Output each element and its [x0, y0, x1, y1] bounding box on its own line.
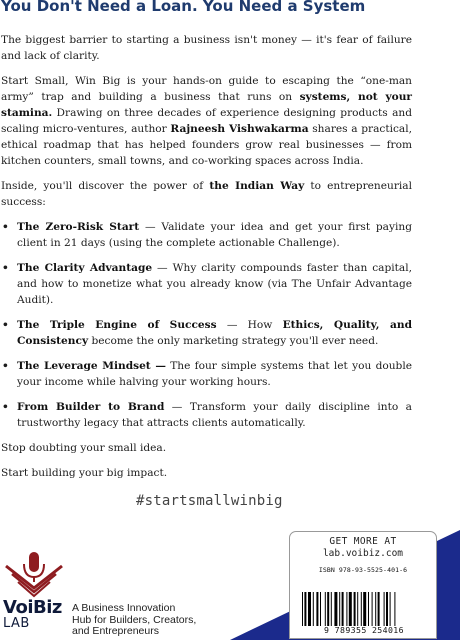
barcode-stripe: [304, 592, 306, 626]
emphasis-indian-way: the Indian Way: [209, 180, 305, 192]
barcode-stripe: [361, 592, 362, 626]
bullet-icon: •: [2, 401, 9, 413]
closing-line-2: Start building your big impact.: [1, 467, 168, 479]
bullet-icon: •: [2, 319, 9, 331]
list-item: • From Builder to Brand — Transform your daily discipline into a trustworthy legacy that attracts clients automatically.: [2, 401, 412, 429]
barcode-stripe: [334, 592, 337, 626]
description-paragraph: Start Small, Win Big is your hands-on guide to escaping the “one-man army” trap and building a business that runs on systems, not your stamina. Drawing on three decades of experience designing products and scaling micro-ventures, author Rajneesh Vishwakarma shares a practical, ethical roadmap that has helped founders grow real businesses — from kitchen counters, small towns, and co-working spaces across India.: [1, 75, 412, 167]
barcode-stripe: [302, 592, 303, 626]
barcode-stripe: [378, 592, 380, 626]
brand-tagline: A Business Innovation Hub for Builders, Creators, and Entrepreneurs: [72, 602, 197, 637]
emphasis-systems: systems, not your stamina.: [1, 91, 412, 119]
inside-paragraph: Inside, you'll discover the power of the Indian Way to entrepreneurial success:: [1, 180, 412, 208]
bullet-icon: •: [2, 360, 9, 372]
barcode-stripe: [390, 592, 391, 626]
bullet-icon: •: [2, 221, 9, 233]
closing-line-1: Stop doubting your small idea.: [1, 442, 167, 454]
barcode-stripe: [346, 592, 347, 626]
barcode-stripe: [325, 592, 326, 626]
website-url: lab.voibiz.com: [322, 548, 404, 559]
barcode-stripe: [308, 592, 311, 626]
barcode-stripe: [349, 592, 352, 626]
barcode-stripe: [357, 592, 358, 626]
barcode-stripe: [363, 592, 366, 626]
author-name: Rajneesh Vishwakarma: [170, 123, 309, 135]
barcode-stripe: [320, 592, 321, 626]
barcode-panel: [289, 531, 437, 639]
barcode-stripe: [386, 592, 388, 626]
barcode-stripe: [375, 592, 376, 626]
list-item: • The Clarity Advantage — Why clarity compounds faster than capital, and how to monetize what you already know (via The Unfair Advantage Audit).: [2, 262, 412, 306]
barcode-stripe: [394, 592, 395, 626]
microphone-icon: [2, 548, 66, 600]
brand-sub: LAB: [3, 616, 30, 631]
back-cover-copy: [1, 32, 412, 490]
bullet-icon: •: [2, 262, 9, 274]
get-more-label: GET MORE AT: [329, 536, 397, 547]
intro-paragraph: The biggest barrier to starting a business isn't money — it's fear of failure and lack of clarity.: [1, 34, 412, 62]
feature-list: [1, 219, 412, 431]
barcode-stripe: [368, 592, 369, 626]
hashtag: #startsmallwinbig: [136, 493, 283, 509]
isbn-label: ISBN 978-93-5525-401-6: [318, 566, 408, 574]
barcode-stripe: [342, 592, 344, 626]
barcode-stripe: [327, 592, 329, 626]
barcode-stripe: [339, 592, 340, 626]
barcode-stripe: [372, 592, 373, 626]
list-item: • The Leverage Mindset — The four simple systems that let you double your income while halving your working hours.: [2, 360, 412, 388]
barcode-stripe: [354, 592, 356, 626]
barcode-stripe: [316, 592, 318, 626]
headline: You Don't Need a Loan. You Need a System: [1, 0, 366, 15]
list-item: • The Triple Engine of Success — How Ethics, Quality, and Consistency become the only marketing strategy you'll ever need.: [2, 319, 413, 347]
brand-name: VoiBiz: [3, 597, 62, 618]
list-item: • The Zero-Risk Start — Validate your idea and get your first paying client in 21 days (using the complete actionable Challenge).: [2, 221, 412, 249]
barcode-stripe: [331, 592, 332, 626]
barcode-stripe: [384, 592, 385, 626]
barcode-bars: [302, 592, 428, 626]
brand-wordmark: [3, 599, 62, 631]
barcode-stripe: [313, 592, 314, 626]
barcode-number: 9 789355 254016: [324, 625, 404, 635]
